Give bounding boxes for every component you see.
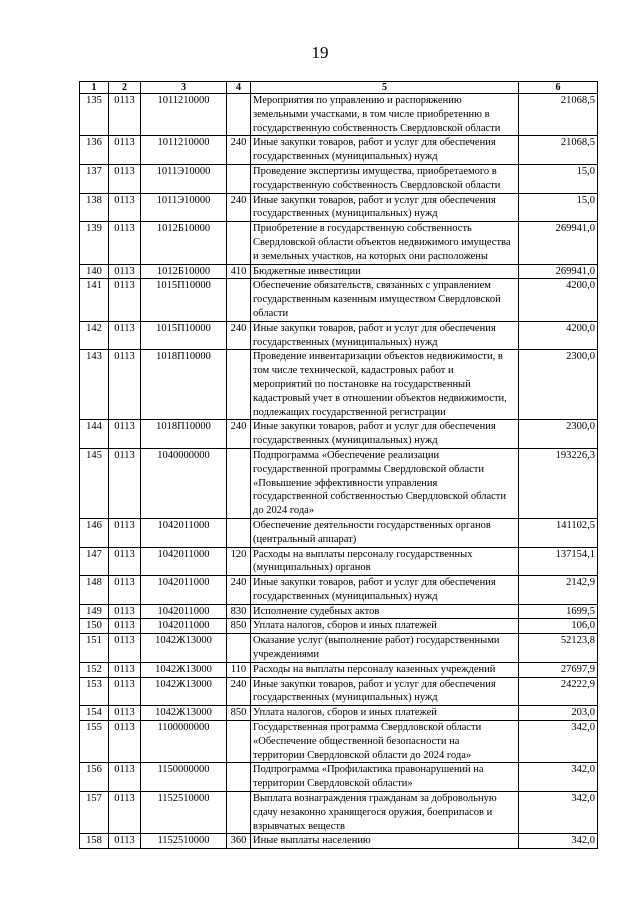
table-row [80, 677, 598, 706]
item-name-line: «Обеспечение общественной безопасности на [253, 735, 460, 747]
row-number: 135 [80, 94, 109, 136]
expense-type-code: 360 [227, 834, 251, 849]
target-article-code: 1152510000 [141, 792, 227, 834]
amount: 15,0 [519, 164, 598, 193]
amount: 342,0 [519, 834, 598, 849]
amount: 342,0 [519, 721, 598, 763]
section-code: 0113 [109, 193, 141, 222]
section-code: 0113 [109, 321, 141, 350]
amount: 24222,9 [519, 677, 598, 706]
column-header-5: 5 [251, 82, 519, 94]
expense-type-code [227, 94, 251, 136]
table-row [80, 547, 598, 576]
item-name-line: Иные закупки товаров, работ и услуг для обеспечения [253, 577, 496, 589]
target-article-code: 1042Ж13000 [141, 634, 227, 663]
item-name [251, 222, 519, 264]
row-number: 139 [80, 222, 109, 264]
row-number: 138 [80, 193, 109, 222]
expense-type-code: 120 [227, 547, 251, 576]
expense-type-code: 110 [227, 662, 251, 677]
section-code: 0113 [109, 662, 141, 677]
item-name [251, 547, 519, 576]
page-number: 19 [311, 43, 329, 62]
item-name-line: учреждениями [253, 649, 320, 661]
item-name [251, 792, 519, 834]
target-article-code: 1011Э10000 [141, 164, 227, 193]
row-number: 153 [80, 677, 109, 706]
table-row [80, 164, 598, 193]
item-name [251, 721, 519, 763]
row-number: 151 [80, 634, 109, 663]
item-name-line: Обеспечение обязательств, связанных с управлением [253, 280, 491, 292]
expense-type-code [227, 721, 251, 763]
item-name [251, 518, 519, 547]
expense-type-code: 240 [227, 136, 251, 165]
row-number: 156 [80, 763, 109, 792]
item-name [251, 619, 519, 634]
section-code: 0113 [109, 706, 141, 721]
item-name-line: Уплата налогов, сборов и иных платежей [253, 620, 437, 632]
section-code: 0113 [109, 721, 141, 763]
item-name [251, 662, 519, 677]
item-name-line: подлежащих государственной регистрации [253, 406, 446, 418]
amount: 2300,0 [519, 350, 598, 420]
section-code: 0113 [109, 763, 141, 792]
item-name-line: государственных (муниципальных) нужд [253, 336, 438, 348]
expense-type-code: 240 [227, 193, 251, 222]
item-name [251, 604, 519, 619]
item-name [251, 279, 519, 321]
expense-type-code [227, 164, 251, 193]
item-name-line: Иные закупки товаров, работ и услуг для обеспечения [253, 322, 496, 334]
expense-type-code [227, 448, 251, 518]
table-row [80, 792, 598, 834]
table-row [80, 448, 598, 518]
amount: 203,0 [519, 706, 598, 721]
table-body [80, 94, 598, 849]
amount: 52123,8 [519, 634, 598, 663]
target-article-code: 1011210000 [141, 94, 227, 136]
item-name-line: Выплата вознаграждения гражданам за добровольную [253, 793, 497, 805]
item-name-line: территории Свердловской области до 2024 года» [253, 749, 472, 761]
row-number: 141 [80, 279, 109, 321]
section-code: 0113 [109, 94, 141, 136]
target-article-code: 1150000000 [141, 763, 227, 792]
column-header-2: 2 [109, 82, 141, 94]
row-number: 142 [80, 321, 109, 350]
target-article-code: 1042011000 [141, 547, 227, 576]
item-name-line: государственных (муниципальных) нужд [253, 151, 438, 163]
expense-type-code: 240 [227, 576, 251, 605]
expense-type-code [227, 634, 251, 663]
column-header-6: 6 [519, 82, 598, 94]
item-name-line: Проведение инвентаризации объектов недвижимости, в [253, 351, 503, 363]
amount: 141102,5 [519, 518, 598, 547]
header-row [80, 82, 598, 94]
section-code: 0113 [109, 518, 141, 547]
section-code: 0113 [109, 420, 141, 449]
target-article-code: 1152510000 [141, 834, 227, 849]
item-name-line: «Повышение эффективности управления [253, 477, 438, 489]
item-name [251, 677, 519, 706]
section-code: 0113 [109, 136, 141, 165]
row-number: 157 [80, 792, 109, 834]
table-row [80, 834, 598, 849]
item-name-line: Государственная программа Свердловской области [253, 722, 482, 734]
section-code: 0113 [109, 677, 141, 706]
amount: 21068,5 [519, 94, 598, 136]
column-header-1: 1 [80, 82, 109, 94]
row-number: 143 [80, 350, 109, 420]
item-name-line: государственным казенным имуществом Свердловской [253, 294, 501, 306]
expense-type-code [227, 350, 251, 420]
expense-type-code: 850 [227, 619, 251, 634]
amount: 106,0 [519, 619, 598, 634]
row-number: 137 [80, 164, 109, 193]
row-number: 144 [80, 420, 109, 449]
expense-type-code: 850 [227, 706, 251, 721]
amount: 342,0 [519, 792, 598, 834]
item-name [251, 94, 519, 136]
item-name-line: Иные выплаты населению [253, 835, 371, 847]
item-name [251, 350, 519, 420]
table-row [80, 94, 598, 136]
expense-type-code: 240 [227, 677, 251, 706]
section-code: 0113 [109, 448, 141, 518]
amount: 27697,9 [519, 662, 598, 677]
table-row [80, 350, 598, 420]
target-article-code: 1040000000 [141, 448, 227, 518]
section-code: 0113 [109, 164, 141, 193]
target-article-code: 1018П10000 [141, 420, 227, 449]
table-row [80, 619, 598, 634]
item-name-line: территории Свердловской области» [253, 778, 413, 790]
expense-type-code: 240 [227, 420, 251, 449]
section-code: 0113 [109, 604, 141, 619]
amount: 2142,9 [519, 576, 598, 605]
target-article-code: 1018П10000 [141, 350, 227, 420]
item-name [251, 576, 519, 605]
target-article-code: 1042011000 [141, 576, 227, 605]
expense-type-code [227, 763, 251, 792]
target-article-code: 1012Б10000 [141, 264, 227, 279]
amount: 15,0 [519, 193, 598, 222]
row-number: 158 [80, 834, 109, 849]
table-row [80, 721, 598, 763]
item-name-line: Иные закупки товаров, работ и услуг для обеспечения [253, 421, 496, 433]
amount: 4200,0 [519, 279, 598, 321]
item-name-line: Приобретение в государственную собственность [253, 223, 472, 235]
budget-table [79, 81, 598, 849]
expense-type-code: 240 [227, 321, 251, 350]
table-row [80, 264, 598, 279]
item-name-line: государственной программы Свердловской области [253, 463, 484, 475]
item-name-line: Подпрограмма «Профилактика правонарушений на [253, 764, 484, 776]
target-article-code: 1042011000 [141, 604, 227, 619]
section-code: 0113 [109, 222, 141, 264]
item-name-line: Расходы на выплаты персоналу казенных учреждений [253, 663, 496, 675]
section-code: 0113 [109, 264, 141, 279]
amount: 2300,0 [519, 420, 598, 449]
item-name [251, 321, 519, 350]
target-article-code: 1015П10000 [141, 279, 227, 321]
amount: 342,0 [519, 763, 598, 792]
target-article-code: 1042011000 [141, 619, 227, 634]
item-name [251, 763, 519, 792]
section-code: 0113 [109, 547, 141, 576]
amount: 1699,5 [519, 604, 598, 619]
table-row [80, 634, 598, 663]
item-name-line: Иные закупки товаров, работ и услуг для обеспечения [253, 194, 496, 206]
item-name-line: Иные закупки товаров, работ и услуг для обеспечения [253, 678, 496, 690]
target-article-code: 1011210000 [141, 136, 227, 165]
row-number: 148 [80, 576, 109, 605]
section-code: 0113 [109, 576, 141, 605]
item-name-line: Оказание услуг (выполнение работ) государственными [253, 635, 500, 647]
item-name-line: государственных (муниципальных) нужд [253, 590, 438, 602]
item-name-line: государственной собственностью Свердловской области [253, 491, 506, 503]
item-name [251, 634, 519, 663]
table-row [80, 193, 598, 222]
table-row [80, 222, 598, 264]
item-name-line: Обеспечение деятельности государственных органов [253, 519, 491, 531]
item-name [251, 136, 519, 165]
expense-type-code [227, 279, 251, 321]
target-article-code: 1015П10000 [141, 321, 227, 350]
table-row [80, 136, 598, 165]
item-name-line: Уплата налогов, сборов и иных платежей [253, 707, 437, 719]
row-number: 149 [80, 604, 109, 619]
table-row [80, 420, 598, 449]
item-name-line: до 2024 года» [253, 505, 315, 517]
item-name-line: сдачу незаконно хранящегося оружия, боеприпасов и [253, 806, 493, 818]
table-row [80, 706, 598, 721]
item-name [251, 448, 519, 518]
section-code: 0113 [109, 619, 141, 634]
expense-type-code [227, 792, 251, 834]
target-article-code: 1042Ж13000 [141, 677, 227, 706]
table-row [80, 321, 598, 350]
expense-type-code: 830 [227, 604, 251, 619]
item-name [251, 706, 519, 721]
section-code: 0113 [109, 634, 141, 663]
expense-type-code: 410 [227, 264, 251, 279]
section-code: 0113 [109, 792, 141, 834]
target-article-code: 1011Э10000 [141, 193, 227, 222]
item-name [251, 420, 519, 449]
table-row [80, 604, 598, 619]
table-row [80, 763, 598, 792]
item-name-line: Проведение экспертизы имущества, приобретаемого в [253, 165, 497, 177]
section-code: 0113 [109, 279, 141, 321]
item-name-line: мероприятий по постановке на государственный [253, 378, 471, 390]
row-number: 136 [80, 136, 109, 165]
amount: 21068,5 [519, 136, 598, 165]
table-row [80, 518, 598, 547]
target-article-code: 1012Б10000 [141, 222, 227, 264]
expense-type-code [227, 222, 251, 264]
table-row [80, 662, 598, 677]
row-number: 152 [80, 662, 109, 677]
section-code: 0113 [109, 834, 141, 849]
item-name-line: Свердловской области объектов недвижимого имущества [253, 236, 511, 248]
item-name-line: и земельных участков, на которых они расположены [253, 250, 488, 262]
amount: 4200,0 [519, 321, 598, 350]
item-name-line: (центральный аппарат) [253, 533, 357, 545]
item-name-line: Расходы на выплаты персоналу государственных [253, 548, 473, 560]
amount: 269941,0 [519, 264, 598, 279]
item-name-line: государственную собственность Свердловской области [253, 179, 501, 191]
amount: 269941,0 [519, 222, 598, 264]
table-row [80, 279, 598, 321]
row-number: 154 [80, 706, 109, 721]
item-name-line: Подпрограмма «Обеспечение реализации [253, 449, 440, 461]
row-number: 140 [80, 264, 109, 279]
item-name-line: области [253, 307, 289, 319]
row-number: 147 [80, 547, 109, 576]
section-code: 0113 [109, 350, 141, 420]
row-number: 145 [80, 448, 109, 518]
target-article-code: 1042Ж13000 [141, 706, 227, 721]
item-name-line: Иные закупки товаров, работ и услуг для обеспечения [253, 137, 496, 149]
expense-type-code [227, 518, 251, 547]
item-name-line: государственную собственность Свердловской области [253, 122, 501, 134]
item-name-line: государственных (муниципальных) нужд [253, 435, 438, 447]
row-number: 155 [80, 721, 109, 763]
target-article-code: 1042Ж13000 [141, 662, 227, 677]
item-name-line: Исполнение судебных актов [253, 605, 380, 617]
column-header-4: 4 [227, 82, 251, 94]
target-article-code: 1042011000 [141, 518, 227, 547]
item-name-line: государственных (муниципальных) нужд [253, 208, 438, 220]
item-name-line: Бюджетные инвестиции [253, 265, 361, 277]
item-name-line: том числе технической, кадастровых работ и [253, 365, 454, 377]
item-name-line: (муниципальных) органов [253, 562, 371, 574]
amount: 137154,1 [519, 547, 598, 576]
item-name-line: взрывчатых веществ [253, 820, 345, 832]
item-name [251, 834, 519, 849]
amount: 193226,3 [519, 448, 598, 518]
target-article-code: 1100000000 [141, 721, 227, 763]
item-name-line: земельными участками, в том числе приобретенню в [253, 108, 490, 120]
item-name [251, 193, 519, 222]
item-name-line: кадастровый учет в отношении объектов недвижимости, [253, 392, 507, 404]
row-number: 150 [80, 619, 109, 634]
column-header-3: 3 [141, 82, 227, 94]
item-name [251, 264, 519, 279]
item-name-line: Мероприятия по управлению и распоряжению [253, 95, 462, 106]
item-name [251, 164, 519, 193]
row-number: 146 [80, 518, 109, 547]
item-name-line: государственных (муниципальных) нужд [253, 692, 438, 704]
table-row [80, 576, 598, 605]
